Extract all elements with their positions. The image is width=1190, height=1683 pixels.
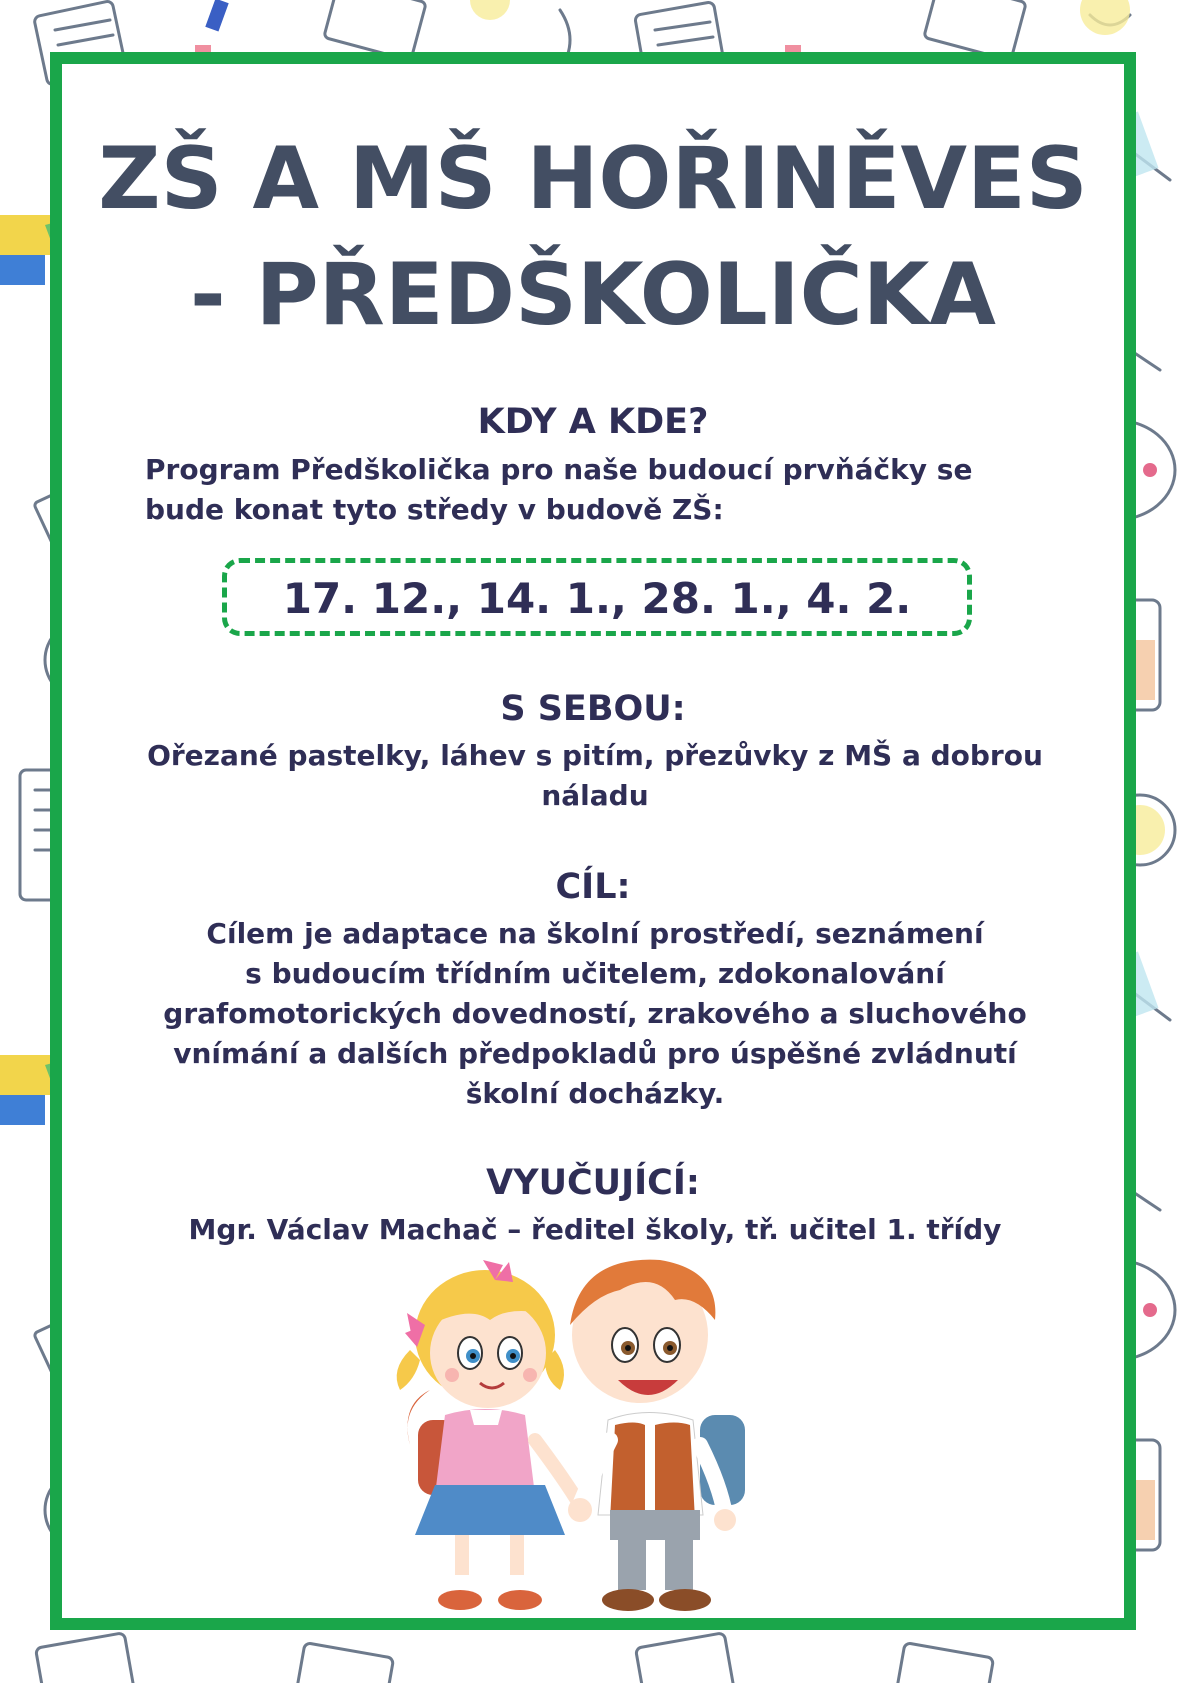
goal-text-1: Cílem je adaptace na školní prostředí, seznámení bbox=[206, 917, 984, 950]
boy-figure bbox=[568, 1260, 745, 1611]
bring-heading: S SEBOU: bbox=[500, 689, 686, 729]
children-holding-hands-illustration bbox=[370, 1255, 800, 1625]
teacher-text: Mgr. Václav Machač – ředitel školy, tř. učitel 1. třídy bbox=[188, 1213, 1002, 1246]
when-where-text-2: bude konat tyto středy v budově ZŠ: bbox=[145, 493, 724, 526]
girl-figure bbox=[397, 1260, 580, 1610]
title-line-2: - PŘEDŠKOLIČKA bbox=[190, 245, 996, 345]
when-where-text-1: Program Předškolička pro naše budoucí prvňáčky se bbox=[145, 453, 973, 486]
title-line-1: ZŠ A MŠ HOŘINĚVES bbox=[98, 129, 1088, 229]
dates-text: 17. 12., 14. 1., 28. 1., 4. 2. bbox=[282, 574, 912, 623]
when-where-heading: KDY A KDE? bbox=[477, 402, 709, 442]
goal-heading: CÍL: bbox=[555, 867, 631, 907]
goal-text-5: školní docházky. bbox=[465, 1077, 725, 1110]
bring-text-2: náladu bbox=[541, 779, 649, 812]
goal-text-3: grafomotorických dovedností, zrakového a sluchového bbox=[163, 997, 1027, 1030]
goal-text-2: s budoucím třídním učitelem, zdokonalování bbox=[245, 957, 945, 990]
goal-text-4: vnímání a dalších předpokladů pro úspěšné zvládnutí bbox=[173, 1037, 1017, 1070]
bring-text-1: Ořezané pastelky, láhev s pitím, přezůvky z MŠ a dobrou bbox=[147, 739, 1043, 772]
teacher-heading: VYUČUJÍCÍ: bbox=[486, 1163, 700, 1203]
